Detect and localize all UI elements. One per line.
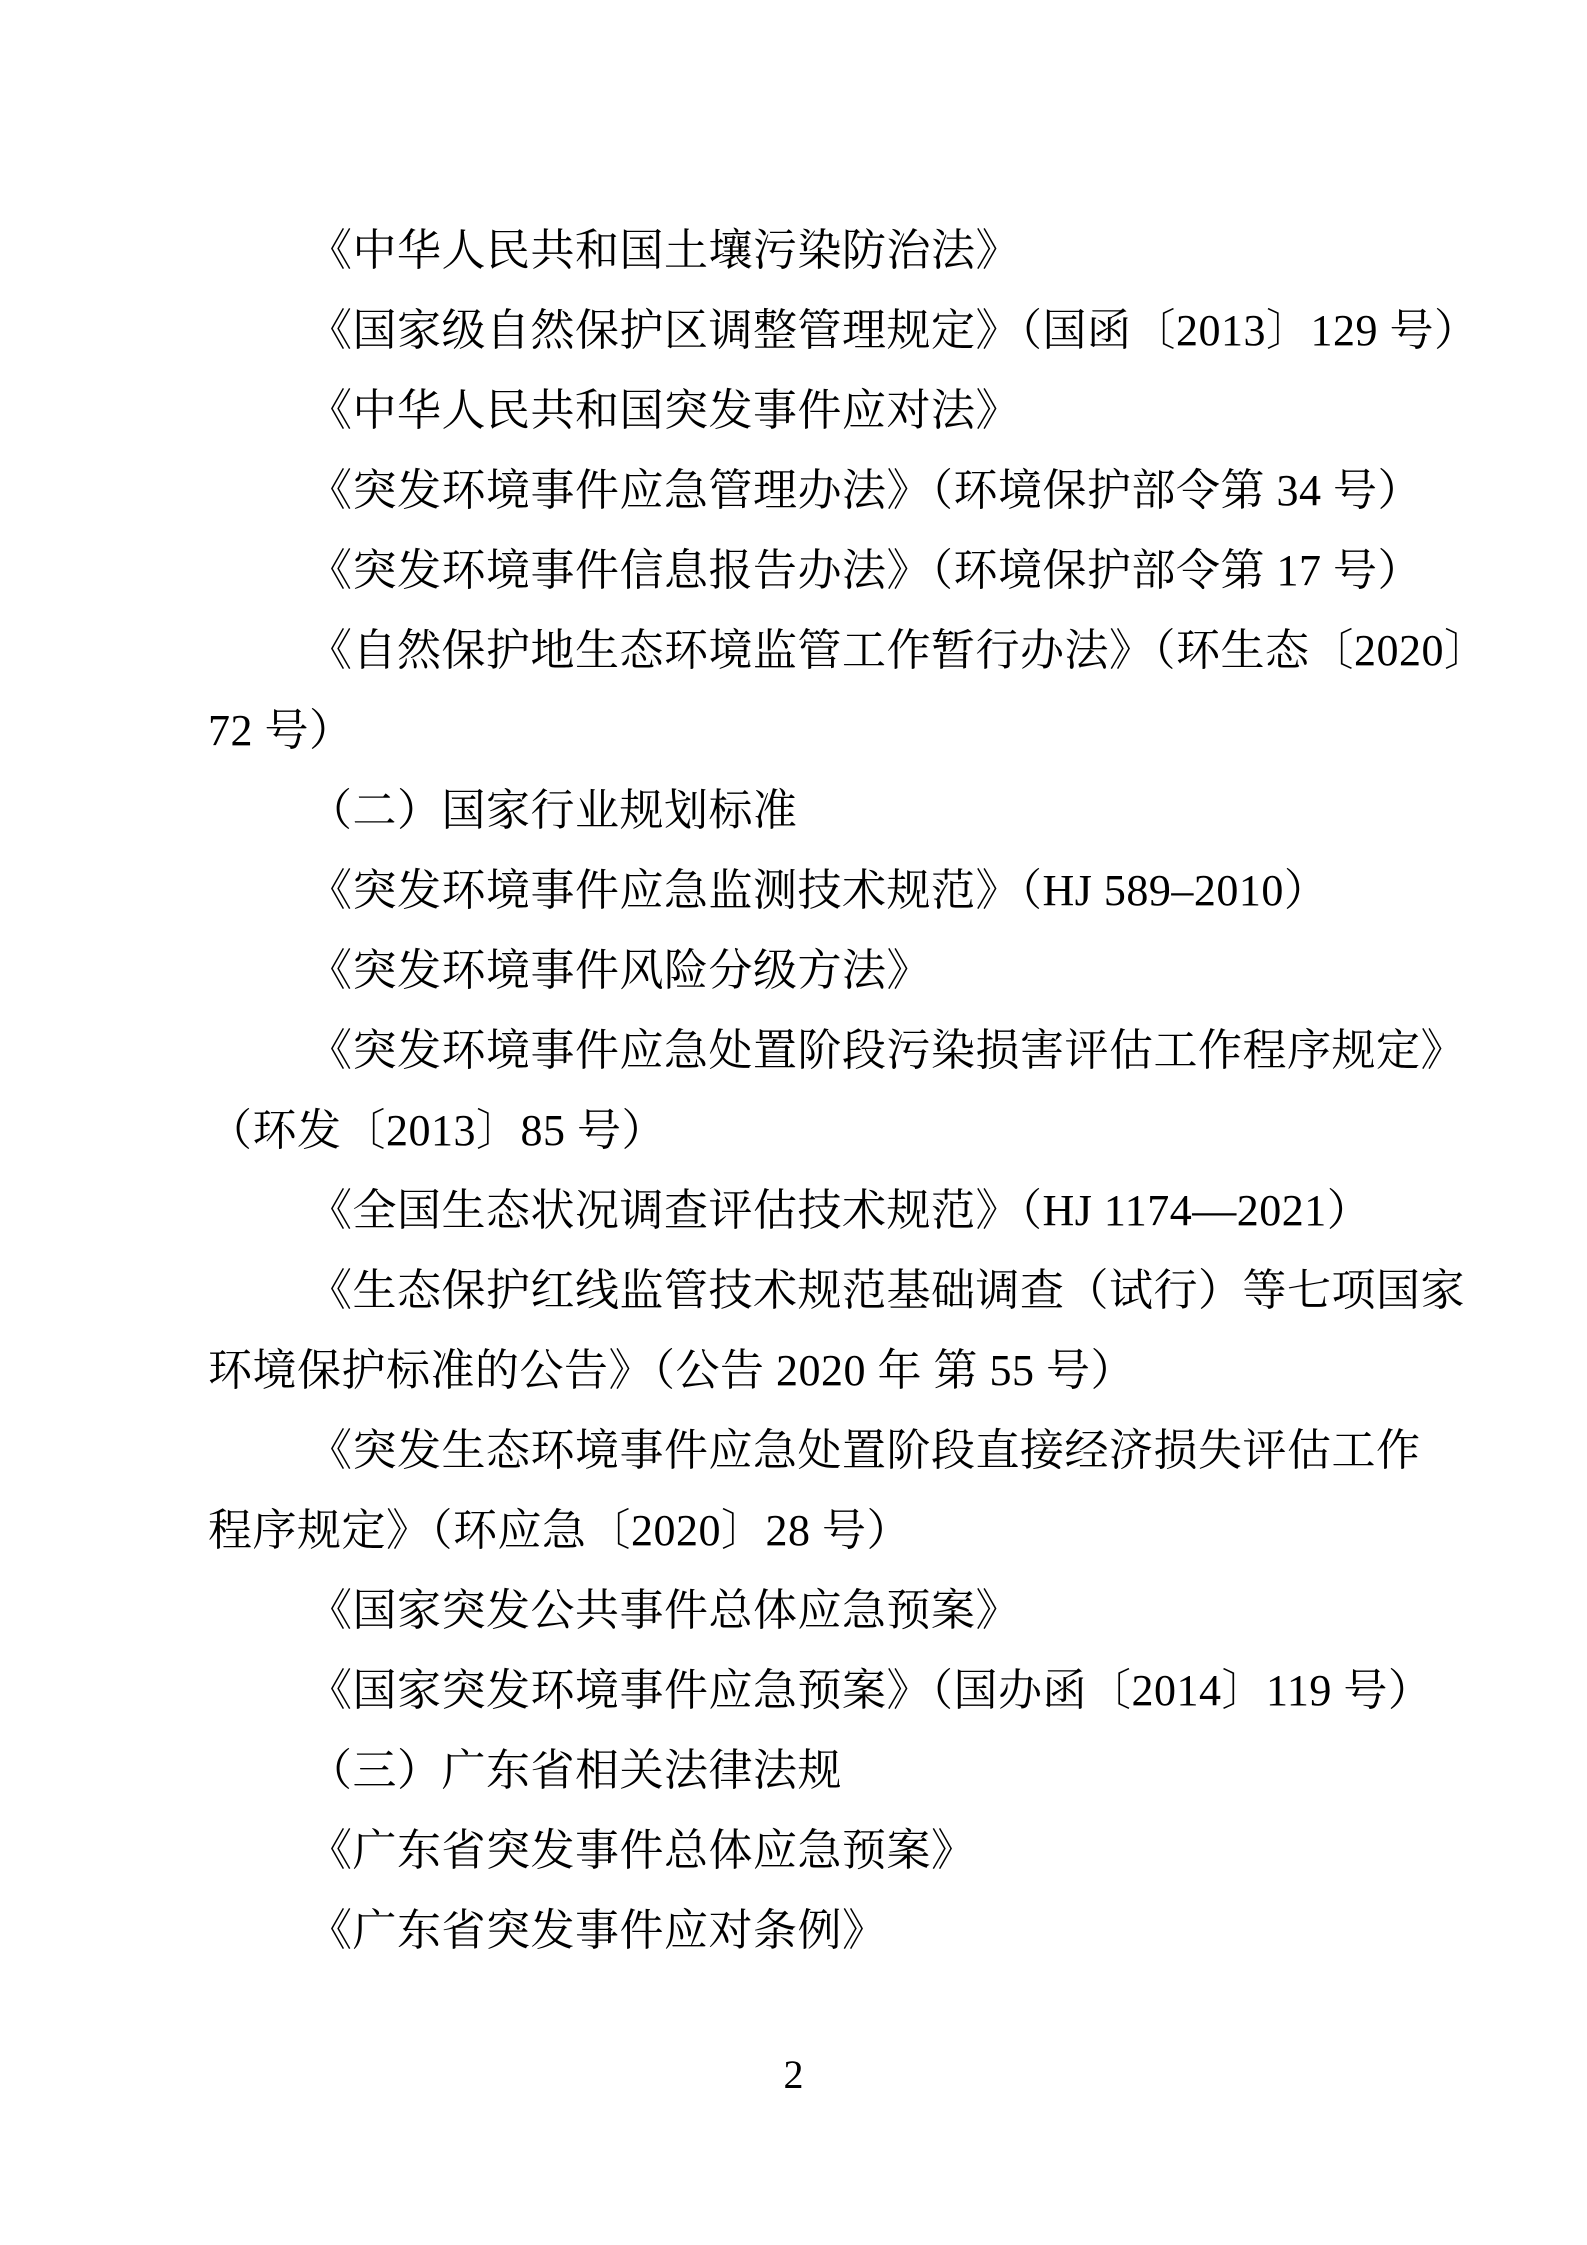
text-line: 环境保护标准的公告》（公告 2020 年 第 55 号） bbox=[208, 1346, 1135, 1395]
text-line: （三）广东省相关法律法规 bbox=[308, 1746, 842, 1795]
text-line: 《突发环境事件应急监测技术规范》（HJ 589–2010） bbox=[308, 866, 1329, 915]
text-line: 《突发环境事件风险分级方法》 bbox=[308, 946, 931, 995]
text-line: 程序规定》（环应急〔2020〕28 号） bbox=[208, 1506, 911, 1555]
text-line: 《突发环境事件信息报告办法》（环境保护部令第 17 号） bbox=[308, 546, 1422, 595]
text-line: 《国家突发公共事件总体应急预案》 bbox=[308, 1586, 1020, 1635]
text-line: 《广东省突发事件应对条例》 bbox=[308, 1906, 887, 1955]
text-line: （环发〔2013〕85 号） bbox=[208, 1106, 666, 1155]
text-line: 《自然保护地生态环境监管工作暂行办法》（环生态〔2020〕 bbox=[308, 626, 1489, 675]
text-line: 《突发生态环境事件应急处置阶段直接经济损失评估工作 bbox=[308, 1426, 1421, 1475]
text-line: 72 号） bbox=[208, 706, 354, 755]
text-line: （二）国家行业规划标准 bbox=[308, 786, 798, 835]
text-line: 《生态保护红线监管技术规范基础调查（试行）等七项国家 bbox=[308, 1266, 1465, 1315]
text-line: 《国家级自然保护区调整管理规定》（国函〔2013〕129 号） bbox=[308, 306, 1479, 355]
text-line: 《国家突发环境事件应急预案》（国办函〔2014〕119 号） bbox=[308, 1666, 1433, 1715]
text-line: 《突发环境事件应急处置阶段污染损害评估工作程序规定》 bbox=[308, 1026, 1465, 1075]
text-line: 《突发环境事件应急管理办法》（环境保护部令第 34 号） bbox=[308, 466, 1422, 515]
text-line: 《中华人民共和国土壤污染防治法》 bbox=[308, 226, 1020, 275]
text-line: 《全国生态状况调查评估技术规范》（HJ 1174—2021） bbox=[308, 1186, 1372, 1235]
text-block bbox=[208, 211, 1489, 1971]
text-line: 《中华人民共和国突发事件应对法》 bbox=[308, 386, 1020, 435]
text-line: 《广东省突发事件总体应急预案》 bbox=[308, 1826, 976, 1875]
page-number: 2 bbox=[783, 2052, 804, 2097]
